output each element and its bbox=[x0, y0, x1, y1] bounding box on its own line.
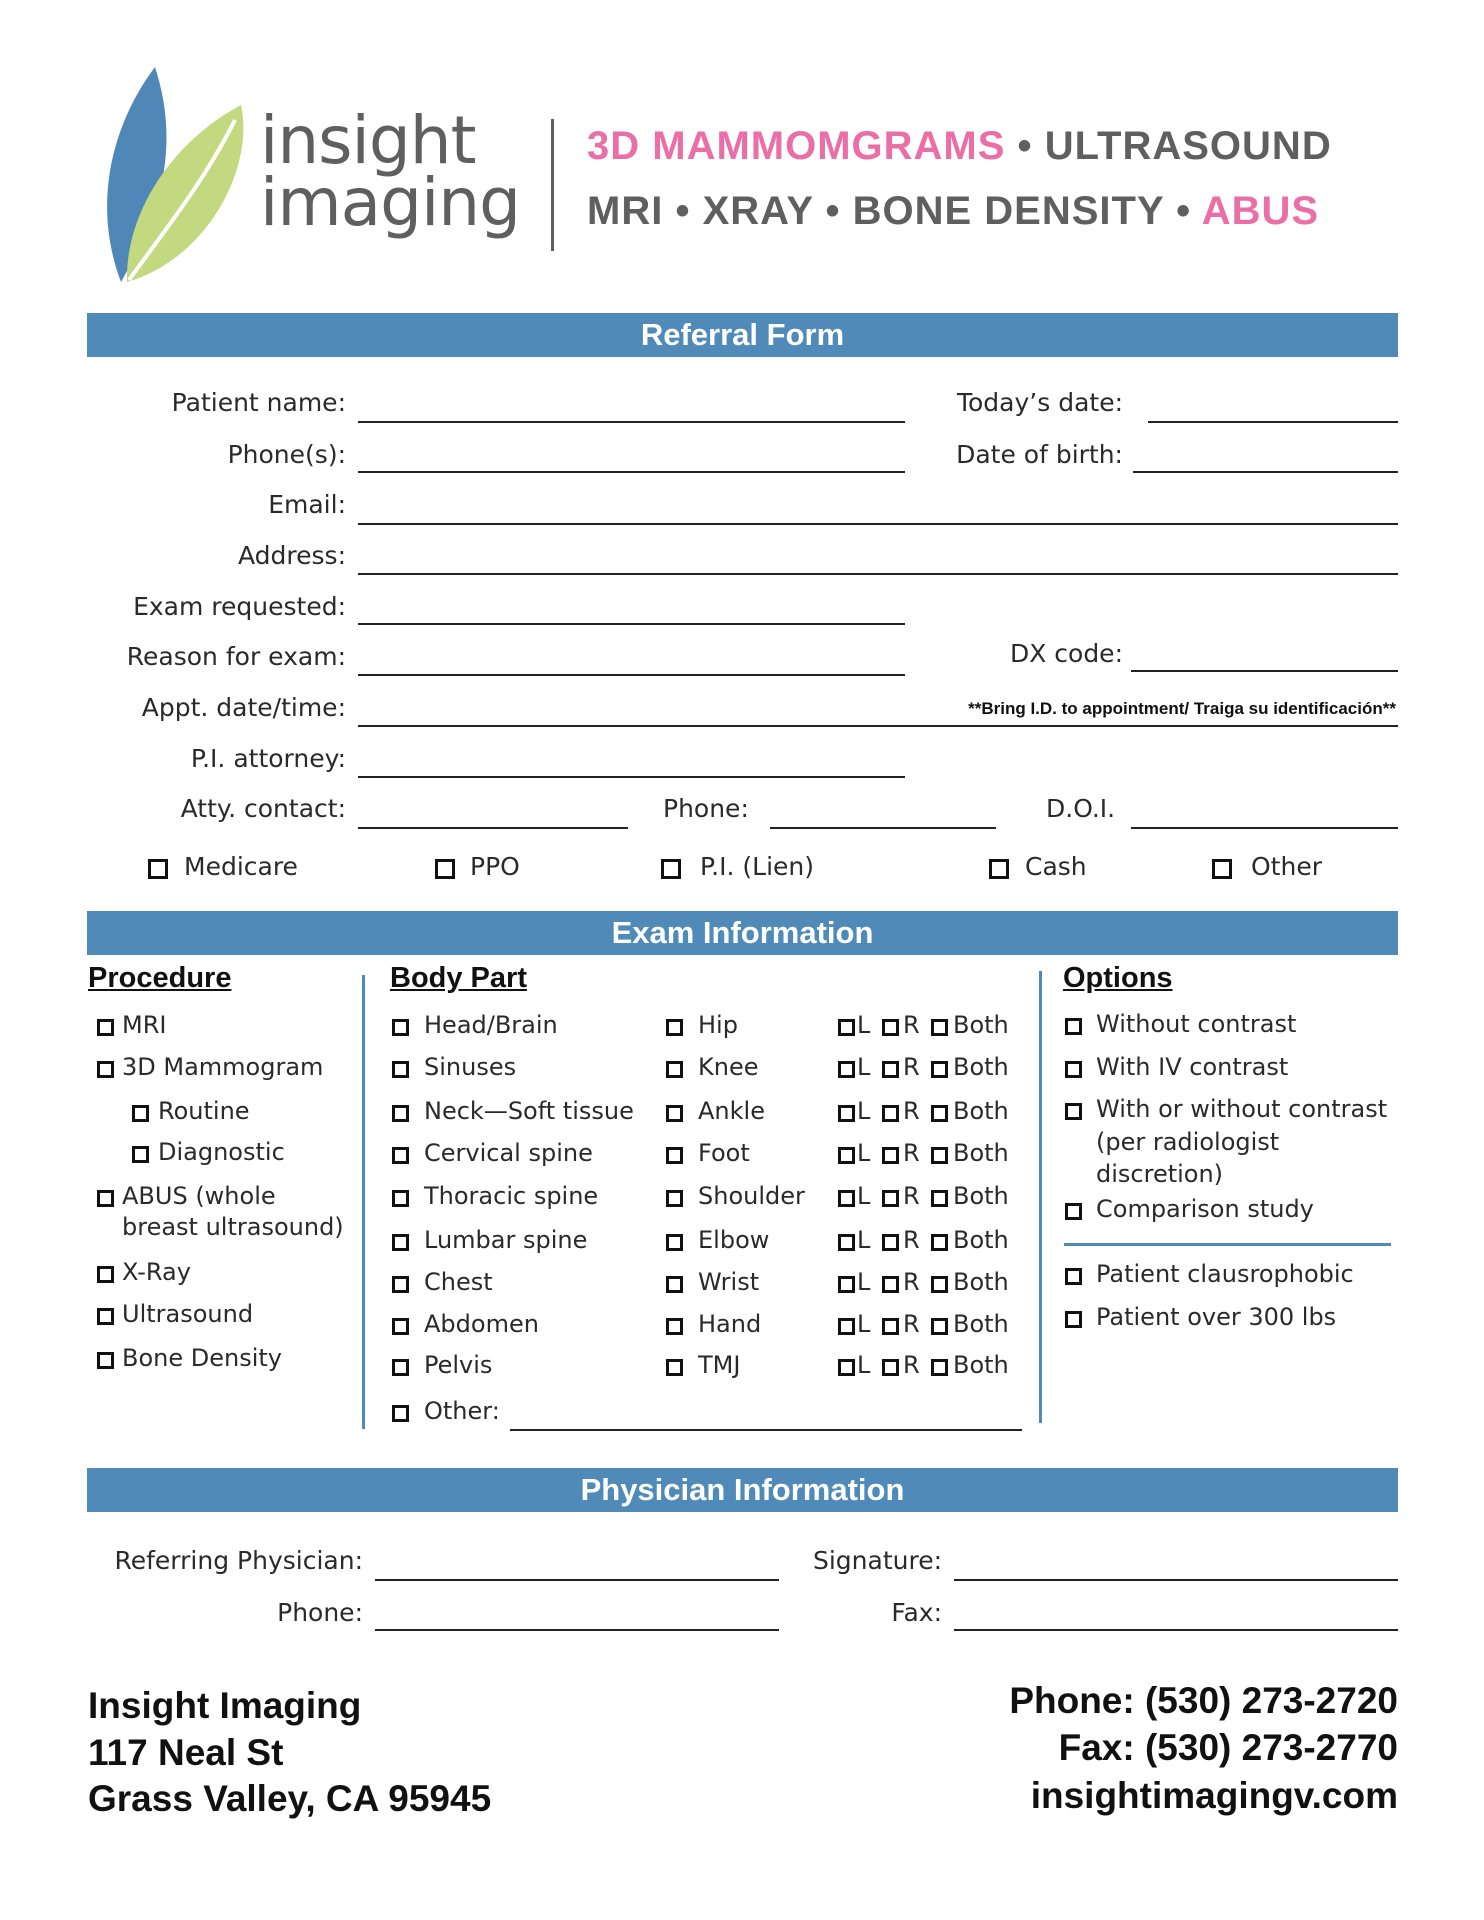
right-side-label: R bbox=[903, 1097, 920, 1125]
pi-attorney-label: P.I. attorney: bbox=[190, 744, 346, 773]
column-divider bbox=[1039, 971, 1042, 1423]
signature-field[interactable] bbox=[954, 1579, 1398, 1581]
body-part-label: Lumbar spine bbox=[424, 1226, 588, 1254]
phones-field[interactable] bbox=[358, 471, 905, 473]
atty-contact-label: Atty. contact: bbox=[180, 794, 346, 823]
footer-website[interactable]: insightimagingv.com bbox=[1030, 1775, 1398, 1816]
dx-code-field[interactable] bbox=[1131, 670, 1398, 672]
both-sides-checkbox[interactable] bbox=[931, 1105, 948, 1122]
physician-phone-field[interactable] bbox=[375, 1629, 779, 1631]
body-part-checkbox[interactable] bbox=[666, 1019, 683, 1036]
right-side-label: R bbox=[903, 1053, 920, 1081]
other-body-part-field[interactable] bbox=[510, 1429, 1022, 1431]
bullet: • bbox=[825, 189, 841, 233]
left-side-checkbox[interactable] bbox=[838, 1061, 855, 1078]
body-part-checkbox[interactable] bbox=[666, 1359, 683, 1376]
procedure-label: breast ultrasound) bbox=[122, 1213, 344, 1241]
both-sides-checkbox[interactable] bbox=[931, 1147, 948, 1164]
reason-label: Reason for exam: bbox=[126, 642, 346, 671]
email-label: Email: bbox=[268, 490, 346, 519]
right-side-checkbox[interactable] bbox=[882, 1061, 899, 1078]
body-part-label: Knee bbox=[698, 1053, 759, 1081]
right-side-checkbox[interactable] bbox=[882, 1190, 899, 1207]
reason-field[interactable] bbox=[358, 674, 905, 676]
footer-street: 117 Neal St bbox=[88, 1732, 284, 1773]
both-sides-label: Both bbox=[953, 1351, 1009, 1379]
body-part-checkbox[interactable] bbox=[392, 1061, 409, 1078]
left-side-label: L bbox=[857, 1268, 871, 1296]
body-part-checkbox[interactable] bbox=[392, 1147, 409, 1164]
ppo-checkbox[interactable] bbox=[435, 859, 455, 879]
left-side-checkbox[interactable] bbox=[838, 1359, 855, 1376]
both-sides-label: Both bbox=[953, 1268, 1009, 1296]
right-side-checkbox[interactable] bbox=[882, 1234, 899, 1251]
fax-field[interactable] bbox=[954, 1629, 1398, 1631]
right-side-label: R bbox=[903, 1310, 920, 1338]
exam-information-header: Exam Information bbox=[87, 911, 1398, 955]
body-part-label: Other: bbox=[424, 1397, 500, 1425]
both-sides-label: Both bbox=[953, 1226, 1009, 1254]
body-part-checkbox[interactable] bbox=[392, 1318, 409, 1335]
body-part-checkbox[interactable] bbox=[666, 1147, 683, 1164]
both-sides-checkbox[interactable] bbox=[931, 1276, 948, 1293]
right-side-label: R bbox=[903, 1351, 920, 1379]
logo-line2: imaging bbox=[260, 164, 521, 241]
both-sides-checkbox[interactable] bbox=[931, 1019, 948, 1036]
option-label: Patient clausrophobic bbox=[1096, 1260, 1354, 1288]
right-side-checkbox[interactable] bbox=[882, 1105, 899, 1122]
todays-date-field[interactable] bbox=[1148, 421, 1398, 423]
atty-phone-label: Phone: bbox=[663, 794, 749, 823]
body-part-checkbox[interactable] bbox=[392, 1405, 409, 1422]
ppo-label: PPO bbox=[470, 852, 520, 881]
procedure-label: Bone Density bbox=[122, 1344, 282, 1372]
right-side-checkbox[interactable] bbox=[882, 1318, 899, 1335]
body-part-checkbox[interactable] bbox=[392, 1234, 409, 1251]
procedure-checkbox[interactable] bbox=[97, 1308, 114, 1325]
tagline-line1 bbox=[587, 124, 1332, 169]
bullet: • bbox=[675, 189, 691, 233]
both-sides-checkbox[interactable] bbox=[931, 1234, 948, 1251]
option-checkbox[interactable] bbox=[1065, 1061, 1082, 1078]
tagline-line2 bbox=[587, 189, 1319, 234]
body-part-checkbox[interactable] bbox=[392, 1190, 409, 1207]
other-payment-label: Other bbox=[1251, 852, 1322, 881]
atty-contact-field[interactable] bbox=[358, 827, 628, 829]
option-label: Patient over 300 lbs bbox=[1096, 1303, 1337, 1331]
body-part-label: Thoracic spine bbox=[424, 1182, 599, 1210]
other-payment-checkbox[interactable] bbox=[1212, 859, 1232, 879]
atty-phone-field[interactable] bbox=[770, 827, 996, 829]
left-side-label: L bbox=[857, 1097, 871, 1125]
procedure-label: MRI bbox=[122, 1011, 167, 1039]
body-part-label: Wrist bbox=[698, 1268, 760, 1296]
logo-leaf-icon bbox=[95, 60, 255, 290]
both-sides-checkbox[interactable] bbox=[931, 1190, 948, 1207]
left-side-label: L bbox=[857, 1226, 871, 1254]
body-part-checkbox[interactable] bbox=[666, 1105, 683, 1122]
header-divider bbox=[551, 119, 554, 251]
right-side-checkbox[interactable] bbox=[882, 1147, 899, 1164]
body-part-label: Foot bbox=[698, 1139, 750, 1167]
footer-city: Grass Valley, CA 95945 bbox=[88, 1778, 492, 1819]
right-side-checkbox[interactable] bbox=[882, 1359, 899, 1376]
option-checkbox[interactable] bbox=[1065, 1268, 1082, 1285]
right-side-label: R bbox=[903, 1182, 920, 1210]
tagline-mri: MRI bbox=[587, 189, 664, 233]
left-side-checkbox[interactable] bbox=[838, 1105, 855, 1122]
column-divider bbox=[362, 975, 365, 1429]
phones-label: Phone(s): bbox=[227, 440, 346, 469]
right-side-checkbox[interactable] bbox=[882, 1019, 899, 1036]
exam-requested-label: Exam requested: bbox=[133, 592, 346, 621]
body-part-heading: Body Part bbox=[390, 962, 527, 994]
cash-label: Cash bbox=[1025, 852, 1087, 881]
procedure-checkbox[interactable] bbox=[132, 1105, 149, 1122]
procedure-label: X-Ray bbox=[122, 1258, 191, 1286]
option-label: With or without contrast bbox=[1096, 1095, 1388, 1123]
exam-requested-field[interactable] bbox=[358, 623, 905, 625]
todays-date-label: Today’s date: bbox=[956, 388, 1123, 417]
address-label: Address: bbox=[238, 541, 346, 570]
body-part-checkbox[interactable] bbox=[392, 1359, 409, 1376]
option-label: Comparison study bbox=[1096, 1195, 1314, 1223]
patient-name-field[interactable] bbox=[358, 421, 905, 423]
body-part-label: Pelvis bbox=[424, 1351, 493, 1379]
body-part-label: Cervical spine bbox=[424, 1139, 593, 1167]
option-label: (per radiologist bbox=[1096, 1128, 1280, 1156]
procedure-label: ABUS (whole bbox=[122, 1182, 276, 1210]
medicare-checkbox[interactable] bbox=[148, 859, 168, 879]
procedure-label: Routine bbox=[158, 1097, 250, 1125]
left-side-label: L bbox=[857, 1351, 871, 1379]
body-part-label: Hip bbox=[698, 1011, 738, 1039]
body-part-label: TMJ bbox=[698, 1351, 741, 1379]
procedure-checkbox[interactable] bbox=[132, 1146, 149, 1163]
procedure-checkbox[interactable] bbox=[97, 1190, 114, 1207]
body-part-label: Chest bbox=[424, 1268, 493, 1296]
referral-form-header: Referral Form bbox=[87, 313, 1398, 357]
left-side-label: L bbox=[857, 1053, 871, 1081]
procedure-checkbox[interactable] bbox=[97, 1352, 114, 1369]
tagline-mammograms: 3D MAMMOMGRAMS bbox=[587, 124, 1006, 168]
tagline-abus: ABUS bbox=[1201, 189, 1320, 233]
left-side-checkbox[interactable] bbox=[838, 1234, 855, 1251]
patient-name-label: Patient name: bbox=[171, 388, 346, 417]
both-sides-checkbox[interactable] bbox=[931, 1061, 948, 1078]
pi-lien-label: P.I. (Lien) bbox=[700, 852, 815, 881]
bullet: • bbox=[1176, 189, 1192, 233]
footer-fax: Fax: (530) 273-2770 bbox=[1058, 1727, 1398, 1768]
signature-label: Signature: bbox=[812, 1546, 942, 1575]
body-part-checkbox[interactable] bbox=[666, 1061, 683, 1078]
cash-checkbox[interactable] bbox=[989, 859, 1009, 879]
doi-field[interactable] bbox=[1131, 827, 1398, 829]
body-part-checkbox[interactable] bbox=[392, 1105, 409, 1122]
both-sides-label: Both bbox=[953, 1182, 1009, 1210]
left-side-label: L bbox=[857, 1310, 871, 1338]
body-part-label: Shoulder bbox=[698, 1182, 805, 1210]
option-checkbox[interactable] bbox=[1065, 1018, 1082, 1035]
doi-label: D.O.I. bbox=[1046, 794, 1116, 823]
procedure-checkbox[interactable] bbox=[97, 1266, 114, 1283]
body-part-checkbox[interactable] bbox=[392, 1276, 409, 1293]
procedure-label: Diagnostic bbox=[158, 1138, 285, 1166]
physician-information-header: Physician Information bbox=[87, 1468, 1398, 1512]
procedure-label: 3D Mammogram bbox=[122, 1053, 324, 1081]
tagline-xray: XRAY bbox=[702, 189, 814, 233]
body-part-label: Hand bbox=[698, 1310, 762, 1338]
procedure-label: Ultrasound bbox=[122, 1300, 254, 1328]
option-label: Without contrast bbox=[1096, 1010, 1297, 1038]
body-part-label: Head/Brain bbox=[424, 1011, 558, 1039]
left-side-checkbox[interactable] bbox=[838, 1019, 855, 1036]
referring-physician-label: Referring Physician: bbox=[114, 1546, 363, 1575]
footer-name: Insight Imaging bbox=[88, 1685, 362, 1726]
right-side-label: R bbox=[903, 1268, 920, 1296]
body-part-checkbox[interactable] bbox=[666, 1276, 683, 1293]
left-side-label: L bbox=[857, 1139, 871, 1167]
body-part-label: Ankle bbox=[698, 1097, 765, 1125]
procedure-heading: Procedure bbox=[88, 962, 232, 994]
pi-lien-checkbox[interactable] bbox=[661, 859, 681, 879]
logo-text bbox=[260, 102, 521, 241]
logo-line1: insight bbox=[260, 102, 476, 179]
medicare-label: Medicare bbox=[184, 852, 298, 881]
right-side-label: R bbox=[903, 1226, 920, 1254]
option-checkbox[interactable] bbox=[1065, 1103, 1082, 1120]
bullet: • bbox=[1017, 124, 1033, 168]
options-heading: Options bbox=[1063, 962, 1173, 994]
both-sides-checkbox[interactable] bbox=[931, 1359, 948, 1376]
body-part-label: Sinuses bbox=[424, 1053, 517, 1081]
right-side-label: R bbox=[903, 1139, 920, 1167]
tagline-bone-density: BONE DENSITY bbox=[852, 189, 1164, 233]
procedure-checkbox[interactable] bbox=[97, 1061, 114, 1078]
left-side-checkbox[interactable] bbox=[838, 1318, 855, 1335]
email-field[interactable] bbox=[358, 523, 1398, 525]
left-side-checkbox[interactable] bbox=[838, 1190, 855, 1207]
address-field[interactable] bbox=[358, 573, 1398, 575]
options-divider bbox=[1064, 1243, 1391, 1246]
body-part-checkbox[interactable] bbox=[666, 1190, 683, 1207]
bring-id-note: **Bring I.D. to appointment/ Traiga su identificación** bbox=[968, 699, 1396, 718]
both-sides-label: Both bbox=[953, 1011, 1009, 1039]
both-sides-label: Both bbox=[953, 1097, 1009, 1125]
dob-field[interactable] bbox=[1133, 471, 1398, 473]
right-side-label: R bbox=[903, 1011, 920, 1039]
left-side-checkbox[interactable] bbox=[838, 1147, 855, 1164]
left-side-label: L bbox=[857, 1182, 871, 1210]
option-label: With IV contrast bbox=[1096, 1053, 1289, 1081]
referring-physician-field[interactable] bbox=[375, 1579, 779, 1581]
body-part-checkbox[interactable] bbox=[666, 1234, 683, 1251]
option-checkbox[interactable] bbox=[1065, 1311, 1082, 1328]
fax-label: Fax: bbox=[891, 1598, 942, 1627]
pi-attorney-field[interactable] bbox=[358, 776, 905, 778]
option-checkbox[interactable] bbox=[1065, 1203, 1082, 1220]
option-label: discretion) bbox=[1096, 1160, 1224, 1188]
procedure-checkbox[interactable] bbox=[97, 1019, 114, 1036]
body-part-label: Abdomen bbox=[424, 1310, 539, 1338]
both-sides-checkbox[interactable] bbox=[931, 1318, 948, 1335]
appt-label: Appt. date/time: bbox=[141, 693, 346, 722]
both-sides-label: Both bbox=[953, 1310, 1009, 1338]
tagline-ultrasound: ULTRASOUND bbox=[1044, 124, 1332, 168]
appt-field[interactable] bbox=[358, 725, 1398, 727]
left-side-checkbox[interactable] bbox=[838, 1276, 855, 1293]
body-part-checkbox[interactable] bbox=[392, 1019, 409, 1036]
right-side-checkbox[interactable] bbox=[882, 1276, 899, 1293]
both-sides-label: Both bbox=[953, 1053, 1009, 1081]
body-part-checkbox[interactable] bbox=[666, 1318, 683, 1335]
dob-label: Date of birth: bbox=[956, 440, 1123, 469]
body-part-label: Neck—Soft tissue bbox=[424, 1097, 634, 1125]
left-side-label: L bbox=[857, 1011, 871, 1039]
dx-code-label: DX code: bbox=[1009, 639, 1123, 668]
physician-phone-label: Phone: bbox=[277, 1598, 363, 1627]
both-sides-label: Both bbox=[953, 1139, 1009, 1167]
body-part-label: Elbow bbox=[698, 1226, 770, 1254]
footer-phone: Phone: (530) 273-2720 bbox=[1009, 1680, 1398, 1721]
